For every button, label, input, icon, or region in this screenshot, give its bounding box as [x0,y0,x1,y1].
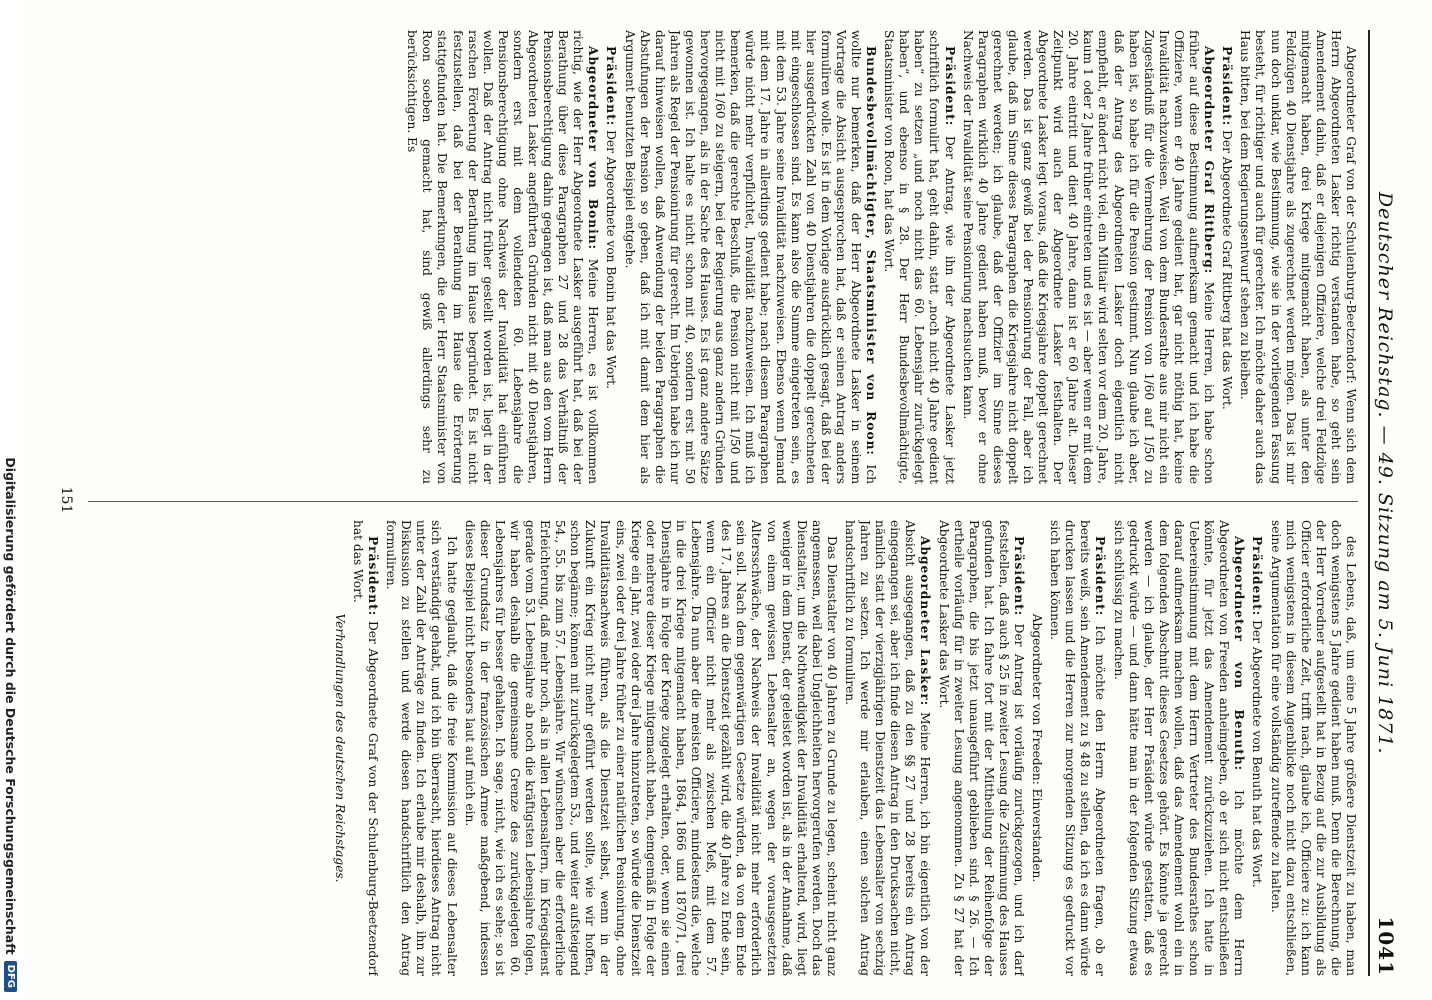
paragraph: Abgeordneter von Bonin: Meine Herren, es ist vollkommen richtig, wie der Herr Abgeordnete Lasker ausgeführt hat, daß bei der Berathung über diese Paragraphen 27 und 28 das Verhältniß der Pensionsberechtigung dahin gegangen ist, daß man aus den vom Herrn Abgeordneten Lasker angeführten Gründen nicht mit 40 Dienstjahren, sondern erst mit dem vollendeten 60. Lebensjahre die Pensionsberechtigung ohne Nachweis der Invalidität hat einführen wollen. Daß der Antrag nicht früher gestellt worden ist, liegt in der raschen Förderung der Berathung im Hause begründet. Es ist nicht festzustellen, daß bei der Berathung im Hause die Erörterung stattgefunden hat. Die Bemerkungen, die der Herr Staatsminister von Roon soeben gemacht hat, sind gewiß allerdings sehr zu berücksichtigen. Es [405,30,601,484]
paragraph: Präsident: Der Antrag, wie ihn der Abgeordnete Lasker jetzt schriftlich formulirt hat, geht dahin, statt „noch nicht 40 Jahre gedient haben“ zu setzen „und noch nicht das 60. Lebensjahr zurückgelegt haben“, und ebenso in § 28. Der Herr Bundesbevollmächtigte, Staatsminister von Roon, hat das Wort. [882,30,957,484]
speaker-name: Präsident: [942,46,957,127]
text-column-right [88,520,1358,976]
speaker-name: Präsident: [1012,536,1027,617]
paragraph: des Lebens, daß, um eine 5 Jahre größere Dienstzeit zu haben, man doch wenigstens 5 Jahre gedient haben muß. Denn die Berechnung, die der Herr Vorredner aufgestellt hat in Bezug auf die zur Ausbildung als Officier erforderliche Zeit, trifft nach, glaube ich, Officiere zu: ich kann mich wenigstens in diesem Augenblicke noch nicht dazu entschließen, seine Argumentation für eine vollständig zutreffende zu halten. [1268,520,1358,976]
header-rule [1368,30,1370,976]
paragraph: Bundesbevollmächtigter, Staatsminister von Roon: Ich wollte nur bemerken, daß der Herr Abgeordnete Lasker in seinem Vortrage die Absicht ausgesprochen hat, daß er seinen Antrag anders formuliren wolle. Es ist in dem Vorlage ausdrücklich gesagt, daß bei der hier ausgedrückten Zahl von 40 Dienstjahren die doppelt gerechneten mit eingeschlossen sind. Es kann also die Summe eingetreten sein, es mit dem 53. Jahre seine Invalidität nachzuweisen. Ebenso wenn Jemand mit dem 17. Jahre in allerdings gedient habe; nach diesem Paragraphen würde nicht mehr verpflichtet, Invalidität nachzuweisen. Ich muß ich bemerken, daß die gerechte Beschluß, die Pension nicht mit 1/50 und nicht mit 1/60 zu steigern, bei der Regierung aus ganz andern Gründen hervorgegangen, als in der Sache des Hauses. Es ist ganz andere Sätze gewonnen ist. Ich halte es nicht schon mit 40, sondern erst mit 50 Jahren als Regel der Pensionirung für gerecht. Im Uebrigen habe ich nur darauf hinweisen wollen, daß Anwendung der beiden Paragraphen die Abstufungen der Pension so geben, daß ich mit damit dem hier als Argument benutzten Beispiel entgehe. [622,30,879,484]
speaker-name: Präsident: [1093,536,1108,617]
paragraph: Präsident: Der Abgeordnete Graf von der Schulenburg-Beetzendorf hat das Wort. [351,520,381,976]
speaker-name: Präsident: [1220,46,1235,127]
header-page-number: 1041 [1374,916,1398,976]
dfg-logo-icon: DFG [5,961,18,992]
paragraph: Abgeordneter Lasker: Meine Herren, ich bin eigentlich von der Absicht ausgegangen, daß zu den §§ 27 und 28 bereits ein Antrag eingegangen sei, aber ich finde diesen Antrag in den Drucksachen nicht, nämlich statt der vierzigjährigen Dienstzeit das Lebensalter von sechzig Jahren zu setzen. Ich werde mir erlauben, einen solchen Antrag handschriftlich zu formuliren. [843,520,933,976]
speaker-name: Abgeordneter Graf Rittberg: [1202,46,1217,275]
paragraph: Präsident: Der Abgeordnete von Bonin hat das Wort. [604,46,619,389]
credit-strip [0,0,22,1000]
paragraph: Präsident: Der Abgeordnete Graf Rittberg hat das Wort. [1220,46,1235,410]
text-column-left [88,30,1358,484]
credit-text: Digitalisierung gefördert durch die Deutsche Forschungsgemeinschaft [3,457,19,955]
closing-line: Verhandlungen des deutschen Reichstages. [332,613,347,883]
paragraph: Präsident: Ich möchte den Herrn Abgeordneten fragen, ob er bereits weiß, sein Amendement zu § 48 zu stellen, da ich es dann würde drucken lassen und die Herren zur morgenden Sitzung es gedruckt vor sich haben können. [1048,520,1108,976]
page-footer-mark: 151 [58,486,74,514]
paragraph: Abgeordneter Graf Rittberg: Meine Herren, ich habe schon früher auf diese Bestimmung aufmerksam gemacht und ich habe die Offiziere, wenn er 40 Jahre gedient hat, gar nicht nöthig hat, keine Invalidität nachzuweisen. Weil von dem Bundesrathe aus mir nicht ein Zugeständniß für die Vermehrung der Pension von 1/60 auf 1/50 zu haben ist, so habe ich für die Pension gestimmt. Nun glaube ich aber, daß der Antrag des Abgeordneten Lasker doch eigentlich nicht empfiehlt, er ändert nicht viel, ein Militair wird selten vor dem 20. Jahre, kaum 1 oder 2 Jahre früher eintreten und es ist — aber wenn er mit dem 20. Jahre eintritt und dient 40 Jahre, dann ist er 60 Jahre alt. Dieser Zeitpunkt wird auch der Abgeordnete Lasker festhalten. Der Abgeordnete Lasker legt voraus, daß die Kriegsjahre doppelt gerechnet werden. Das ist ganz gewiß bei der Pensionirung der Fall, aber ich glaube, daß im Sinne dieses Paragraphen die Kriegsjahre nicht doppelt gerechnet werden; ich glaube, daß der Offizier im Sinne dieses Paragraphen wirklich 40 Jahre gedient haben muß, bevor er ohne Nachweis der Invalidität seine Pensionirung nachsuchen kann. [960,30,1217,484]
paragraph: Das Dienstalter von 40 Jahren zu Grunde zu legen, scheint nicht ganz angemessen, weil dabei Ungleichheiten hervorgerufen werden. Doch das Dienstalter, um die Nothwendigkeit der Invalidität erhaltend, wird, liegt weniger in dem Dienst, der geleistet worden ist, als in der Annahme, daß von einem gewissen Lebensalter an, wegen der vorausgesetzten Altersschwäche, der Nachweis der Invalidität nicht mehr erforderlich sein soll. Nach dem gegenwärtigen Gesetze würden, da von dem Ende des 17. Jahres an die Dienstzeit gezählt wird, die 40 Jahre zu Ende sein, wenn ein Officier nicht mehr als zwischen Meß, mit dem 57. Lebensjahre. Da nun aber die meisten Officiere, mindestens die, welche in die drei Kriege mitgemacht haben, 1864, 1866 und 1870/71, drei Dienstjahre in Folge der Kriege zugelegt erhalten, oder, wenn sie einen oder mehrere dieser Kriege mitgemacht haben, demgemäß in Folge der Kriege ein Jahr, zwei oder drei Jahre hinzutreten, so würde die Dienstzeit eins, zwei oder drei Jahre früher zu einer natürlichen Pensionirung, ohne Invaliditätsnachweis führen, als die Dienstzeit selbst, wenn in der Zukunft ein Krieg nicht mehr geführt werden sollte, wie wir hoffen, schon begänne; können mit zurückgelegtem 53., und weiter aufsteigend 54., 55. bis zum 57. Lebensjahre. Wir wünschen aber die erforderliche Erleichterung, daß mehr noch, als in allen Lebensaltern, im Kriegsdienst gerade vom 53. Lebensjahre ab noch die kräftigsten Lebensjahre folgen, wir haben deshalb die gemeinsame Grenze des zurückgelegten 60. Lebensjahres für besser gehalten. Ich sage, nicht, wie ich es sehe; so ist dieser Grundsatz in der französischen Armee maßgebend, indessen dieses Beispiel nicht besonders laut auf mich ein. [462,520,839,976]
speaker-name: Präsident: [366,536,381,617]
paragraph: Abgeordneter von Benuth: Ich möchte dem Herrn Abgeordneten von Freeden anheimgeben, ob er sich nicht entschließen könnte, für jetzt das Amendement zurückzuziehen. Ich hatte in Uebereinstimmung mit dem Herrn Vertreter des Bundesrathes schon darauf aufmerksam machen wollen, daß das Amendement wohl ein in dem folgenden Abschnitt dieses Gesetzes gehört. Es könnte ja gerecht werden — ich glaube, der Herr Präsident würde gestatten, daß es gedruckt würde — und dann hätte man in der folgenden Sitzung etwas sich schlüssig zu machen. [1111,520,1247,976]
paragraph: Ich hatte geglaubt, daß die freie Kommission auf dieses Lebensalter sich verständigt gehabt, und ich bin überrascht, hierdieses Antrag nicht unter der Zahl der Anträge zu finden. Ich erlaube mir deshalb, ihn zur Diskussion zu stellen und werde diesen handschriftlich den Antrag formuliren. [384,520,459,976]
paragraph: Präsident: Der Antrag ist vorläufig zurückgezogen, und ich darf feststellen, daß auch § 25 in zweiter Lesung die Zustimmung des Hauses gefunden hat. Ich fahre fort mit der Mittheilung der Reihenfolge der Paragraphen, die bis jetzt unausgeführt geblieben sind. § 26. — Ich ertheile vorläufig für in zweiter Lesung angenommen. Zu § 27 hat der Abgeordnete Lasker das Wort. [936,520,1027,976]
speaker-name: Abgeordneter Lasker: [918,536,933,707]
speaker-name: Abgeordneter von Bonin: [586,46,601,251]
paragraph: Präsident: Der Abgeordnete von Benuth hat das Wort. [1250,536,1265,888]
paragraph: Abgeordneter Graf von der Schulenburg-Beetzendorf: Wenn sich dem Herrn Abgeordneten Lasker richtig verstanden habe, so geht sein Amendement dahin, daß er diejenigen Offiziere, welche drei Feldzüge mitgemacht haben, drei Kriege mitgemacht haben, als unter den Feldzügen 40 Dienstjahre als zugerechnet werden mögen. Das ist mir nun doch unklar, wie Bestimmung, wie sie in der vorliegenden Fassung besteht, für richtiger und auch für gerechter. Ich möchte daher auch das Haus bitten, bei dem Regierungsentwurf stehen zu bleiben. [1238,30,1358,484]
speaker-name: Abgeordneter von Benuth: [1232,536,1247,772]
speaker-name: Präsident: [604,46,619,127]
speaker-name: Bundesbevollmächtigter, Staatsminister von Roon: [864,46,879,456]
page-header [1374,30,1418,976]
header-title: Deutscher Reichstag. — 49. Sitzung am 5. Juni 1871. [1374,191,1396,755]
speaker-name: Präsident: [1250,536,1265,617]
column-divider [88,501,1358,502]
paragraph: Abgeordneter von Freeden: Einverstanden. [1030,613,1045,883]
